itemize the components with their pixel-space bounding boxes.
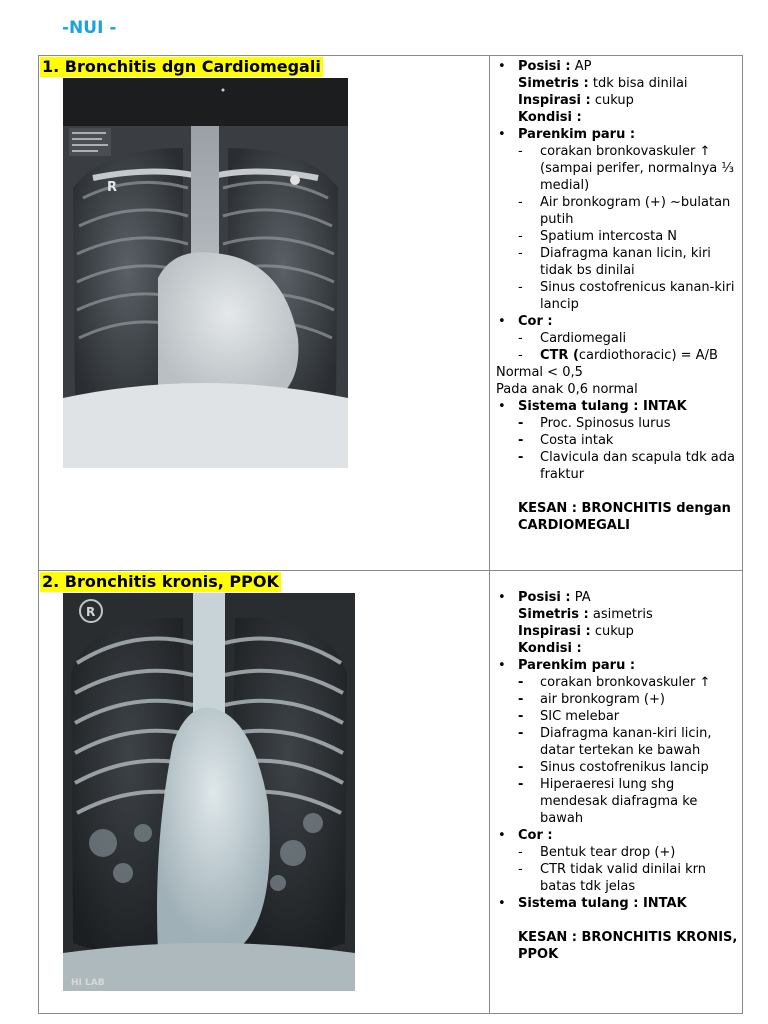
case-1-anak-note: Pada anak 0,6 normal <box>496 382 638 397</box>
case-2-cor-heading: • Cor : <box>496 827 738 844</box>
case-1-parenkim-heading: • Parenkim paru : <box>496 126 738 143</box>
case-1-parenkim-item: - Air bronkogram (+) ~bulatan putih <box>518 195 731 227</box>
case-1-film-marker: R <box>107 180 118 195</box>
case-1-normal-note: Normal < 0,5 <box>496 365 583 380</box>
case-2-title: 2. Bronchitis kronis, PPOK <box>42 572 279 591</box>
case-1-findings <box>490 56 743 571</box>
case-2-parenkim-item: - Diafragma kanan-kiri licin, datar tertekan ke bawah <box>518 726 712 758</box>
case-2-cor-item: - CTR tidak valid dinilai krn batas tdk jelas <box>518 862 706 894</box>
case-row-1 <box>39 56 743 571</box>
case-1-parenkim-item: - corakan bronkovaskuler ↑ (sampai perifer, normalnya ⅓ medial) <box>518 144 735 193</box>
case-2-parenkim-item: - corakan bronkovaskuler ↑ <box>518 675 711 690</box>
case-1-posisi: • Posisi : AP Simetris : tdk bisa dinilai Inspirasi : cukup Kondisi : <box>496 58 738 126</box>
case-1-kesan: KESAN : BRONCHITIS dengan CARDIOMEGALI <box>518 501 731 533</box>
case-table <box>38 55 743 1014</box>
case-1-xray-image <box>63 78 348 468</box>
case-1-parenkim-item: - Sinus costofrenicus kanan-kiri lancip <box>518 280 735 312</box>
case-2-parenkim-item: - Sinus costofrenikus lancip <box>518 760 709 775</box>
case-2-xray-image <box>63 593 355 991</box>
case-1-ctr-item: - CTR (cardiothoracic) = A/B <box>518 348 718 363</box>
case-1-tulang-heading: • Sistema tulang : INTAK <box>496 398 738 415</box>
case-2-parenkim-item: - Hiperaeresi lung shg mendesak diafragma ke bawah <box>518 777 698 826</box>
document-header: -NUI - <box>62 18 117 38</box>
case-2-image-cell <box>39 571 490 1014</box>
case-2-kesan: KESAN : BRONCHITIS KRONIS, PPOK <box>518 930 738 962</box>
case-2-findings <box>490 571 743 1014</box>
case-1-image-cell <box>39 56 490 571</box>
case-2-parenkim-item: - air bronkogram (+) <box>518 692 665 707</box>
case-2-film-marker: R <box>86 605 96 619</box>
case-2-cor-item: - Bentuk tear drop (+) <box>518 845 676 860</box>
case-1-cor-item: - Cardiomegali <box>518 331 627 346</box>
case-2-film-brand: HI LAB <box>71 978 105 988</box>
case-1-tulang-item: - Costa intak <box>518 433 614 448</box>
case-2-parenkim-heading: • Parenkim paru : <box>496 657 738 674</box>
case-1-title: 1. Bronchitis dgn Cardiomegali <box>42 57 321 76</box>
case-1-parenkim-item: - Diafragma kanan licin, kiri tidak bs dinilai <box>518 246 711 278</box>
case-2-tulang-heading: • Sistema tulang : INTAK <box>496 895 738 912</box>
case-2-parenkim-item: - SIC melebar <box>518 709 620 724</box>
case-1-tulang-item: - Clavicula dan scapula tdk ada fraktur <box>518 450 735 482</box>
case-1-cor-heading: • Cor : <box>496 313 738 330</box>
case-1-tulang-item: - Proc. Spinosus lurus <box>518 416 671 431</box>
case-1-parenkim-item: - Spatium intercosta N <box>518 229 678 244</box>
case-row-2 <box>39 571 743 1014</box>
case-2-posisi: • Posisi : PA Simetris : asimetris Inspirasi : cukup Kondisi : <box>496 589 738 657</box>
